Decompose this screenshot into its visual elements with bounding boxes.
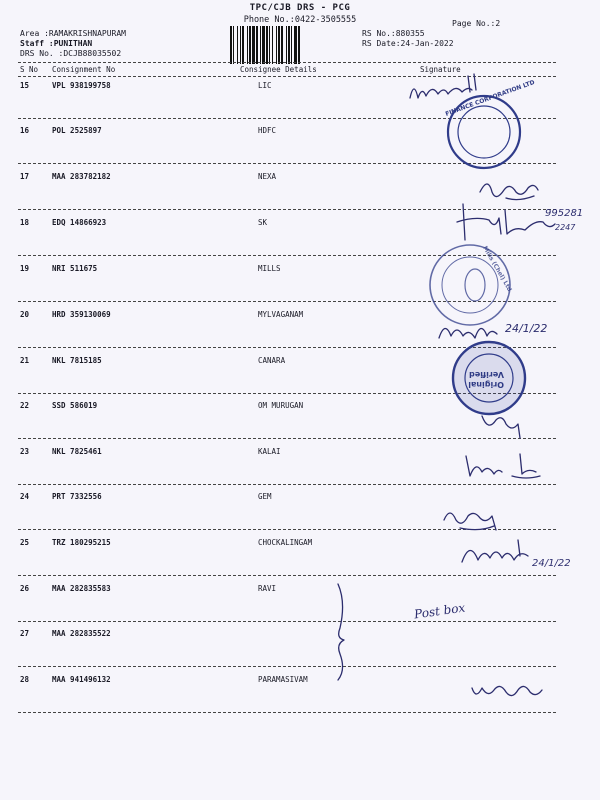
brace-mark-26-28 (328, 582, 358, 682)
row-consignment-no: MAA 283782182 (52, 172, 111, 181)
row-consignment-no: VPL 938199758 (52, 81, 111, 90)
row-consignment-no: NKL 7825461 (52, 447, 102, 456)
row-consignment-no: MAA 282835583 (52, 584, 111, 593)
header-top-rule (18, 62, 556, 63)
document-title: TPC/CJB DRS - PCG (249, 3, 351, 13)
stamp-3-original: Original (468, 380, 504, 389)
row-sno: 23 (20, 447, 30, 456)
row-consignee: LIC (258, 81, 272, 90)
row-consignee: CHOCKALINGAM (258, 538, 313, 547)
row-sno: 21 (20, 356, 30, 365)
row-sno: 24 (20, 492, 30, 501)
row-consignment-no: POL 2525897 (52, 126, 102, 135)
stamp-1-text: FINANCE CORPORATION LTD (444, 78, 536, 118)
row-consignee: OM MURUGAN (258, 401, 304, 410)
page-number: Page No.:2 (452, 19, 501, 28)
row-consignment-no: SSD 586019 (52, 401, 98, 410)
row-consignee: MILLS (258, 264, 281, 273)
row-sno: 16 (20, 126, 30, 135)
signature-row-20 (435, 312, 565, 352)
signature-row-28 (468, 676, 558, 706)
row-sno: 18 (20, 218, 30, 227)
row-consignee: NEXA (258, 172, 277, 181)
svg-text:2247: 2247 (555, 223, 576, 232)
row-sno: 19 (20, 264, 30, 273)
col-header-sno: S No (20, 65, 39, 74)
row-consignee: CANARA (258, 356, 286, 365)
svg-text:24/1/22: 24/1/22 (532, 558, 571, 569)
signature-row-18 (455, 200, 585, 250)
row-consignee: HDFC (258, 126, 277, 135)
row-consignment-no: MAA 282835522 (52, 629, 111, 638)
stamp-3-verified: Verified (469, 370, 504, 379)
row-consignment-no: MAA 941496132 (52, 675, 111, 684)
row-sno: 25 (20, 538, 30, 547)
handwritten-post-box: Post box (413, 600, 467, 622)
svg-text:24/1/22: 24/1/22 (505, 322, 548, 335)
svg-text:995281: 995281 (545, 208, 584, 219)
row-consignment-no: HRD 359130069 (52, 310, 111, 319)
drs-number: DRS No. :DCJB88035502 (20, 49, 122, 58)
barcode (230, 26, 356, 66)
row-consignee: KALAI (258, 447, 281, 456)
row-divider (18, 621, 556, 622)
bank-verified-stamp (446, 340, 536, 420)
rs-date: RS Date:24-Jan-2022 (362, 39, 454, 48)
row-consignment-no: PRT 7332556 (52, 492, 102, 501)
row-consignee: MYLVAGANAM (258, 310, 304, 319)
signature-row-23 (462, 450, 552, 490)
row-sno: 22 (20, 401, 30, 410)
phone-number: Phone No.:0422-3505555 (243, 15, 357, 25)
row-consignee: RAVI (258, 584, 277, 593)
row-consignment-no: TRZ 180295215 (52, 538, 111, 547)
row-sno: 20 (20, 310, 30, 319)
area-label: Area :RAMAKRISHNAPURAM (20, 29, 126, 38)
stamp-2-text: Mills (Chel) Ltd (481, 244, 513, 293)
row-divider (18, 666, 556, 667)
row-sno: 15 (20, 81, 30, 90)
row-consignment-no: EDQ 14866923 (52, 218, 107, 227)
row-divider (18, 438, 556, 439)
signature-row-15 (408, 70, 488, 110)
row-sno: 27 (20, 629, 30, 638)
signature-row-22 (478, 410, 538, 440)
row-sno: 28 (20, 675, 30, 684)
signature-row-25 (458, 536, 578, 580)
row-consignee: GEM (258, 492, 272, 501)
signature-row-24 (440, 500, 510, 536)
col-header-signature: Signature (420, 65, 461, 74)
col-header-consignee: Consignee Details (240, 65, 317, 74)
rs-number: RS No.:880355 (362, 29, 425, 38)
staff-label: Staff :PUNITHAN (20, 39, 93, 48)
row-divider (18, 712, 556, 713)
row-consignee: PARAMASIVAM (258, 675, 308, 684)
row-consignee: SK (258, 218, 268, 227)
col-header-consignment: Consignment No (52, 65, 116, 74)
row-sno: 26 (20, 584, 30, 593)
row-sno: 17 (20, 172, 30, 181)
row-consignment-no: NKL 7815185 (52, 356, 102, 365)
row-consignment-no: NRI 511675 (52, 264, 98, 273)
